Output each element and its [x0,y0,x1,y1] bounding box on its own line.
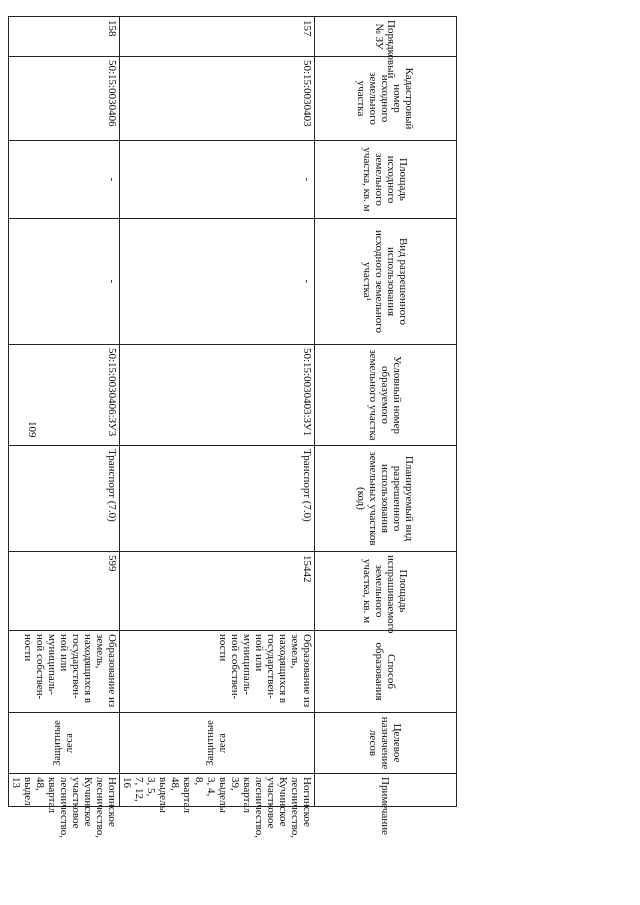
cell-cadastral-number: 50:15:0030403 [120,57,315,141]
page-number: 109 [26,421,38,438]
cell-row-number: 158 [9,17,120,57]
land-plots-table [8,16,457,839]
cell-formation-method: Образование из земель, находящихся в государствен-ной или муниципаль-ной собствен-ности [9,631,120,713]
cell-conditional-number: 50:15:0030403:ЗУ1 [120,345,315,446]
cell-forest-purpose [9,713,120,774]
header-requested-area: Площадь испрашиваемого земельного участка, кв. м [315,552,457,631]
table-row [9,17,120,807]
cell-source-area: - [9,141,120,219]
header-cadastral-number: Кадастровый номер исходного земельного участка [315,57,457,141]
header-forest-purpose: Целевое назначение лесов [315,713,457,774]
cell-conditional-number: 50:15:0030406:ЗУ3 [9,345,120,446]
header-source-use: Вид разрешенного использования исходного земельного участка¹ [315,219,457,345]
table-row [120,17,315,807]
cell-source-area: - [120,141,315,219]
cell-forest-purpose [120,713,315,774]
table-header-row [315,17,457,807]
cell-planned-use: Транспорт (7.0) [120,446,315,552]
cell-source-use: - [9,219,120,345]
cell-formation-method: Образование из земель, находящихся в государствен-ной или муниципаль-ной собствен-ности [120,631,315,713]
cell-note: Ногинское лесничество, Кучинское участковое лесничество, квартал 39, выделы 3, 4, 8, квартал 48, выделы 3, 5, 7, 12, 16 [120,774,315,807]
header-source-area: Площадь исходного земельного участка, кв. м [315,141,457,219]
cell-planned-use: Транспорт (7.0) [9,446,120,552]
header-formation-method: Способ образования [315,631,457,713]
cell-note: Ногинское лесничество, Кучинское участковое лесничество, квартал 48, выдел 13 [9,774,120,807]
forest-purpose-text: Защитные леса [205,720,228,766]
cell-cadastral-number: 50:15:0030406 [9,57,120,141]
cell-row-number: 157 [120,17,315,57]
cell-requested-area: 599 [9,552,120,631]
cell-source-use: - [120,219,315,345]
header-conditional-number: Условный номер образуемого земельного участка [315,345,457,446]
header-note: Примечание [315,774,457,807]
header-row-number: Порядковый № ЗУ [315,17,457,57]
header-planned-use: Планируемый вид разрешенного использования земельных участков (код) [315,446,457,552]
cell-requested-area: 15442 [120,552,315,631]
forest-purpose-text: Защитные леса [52,720,75,766]
